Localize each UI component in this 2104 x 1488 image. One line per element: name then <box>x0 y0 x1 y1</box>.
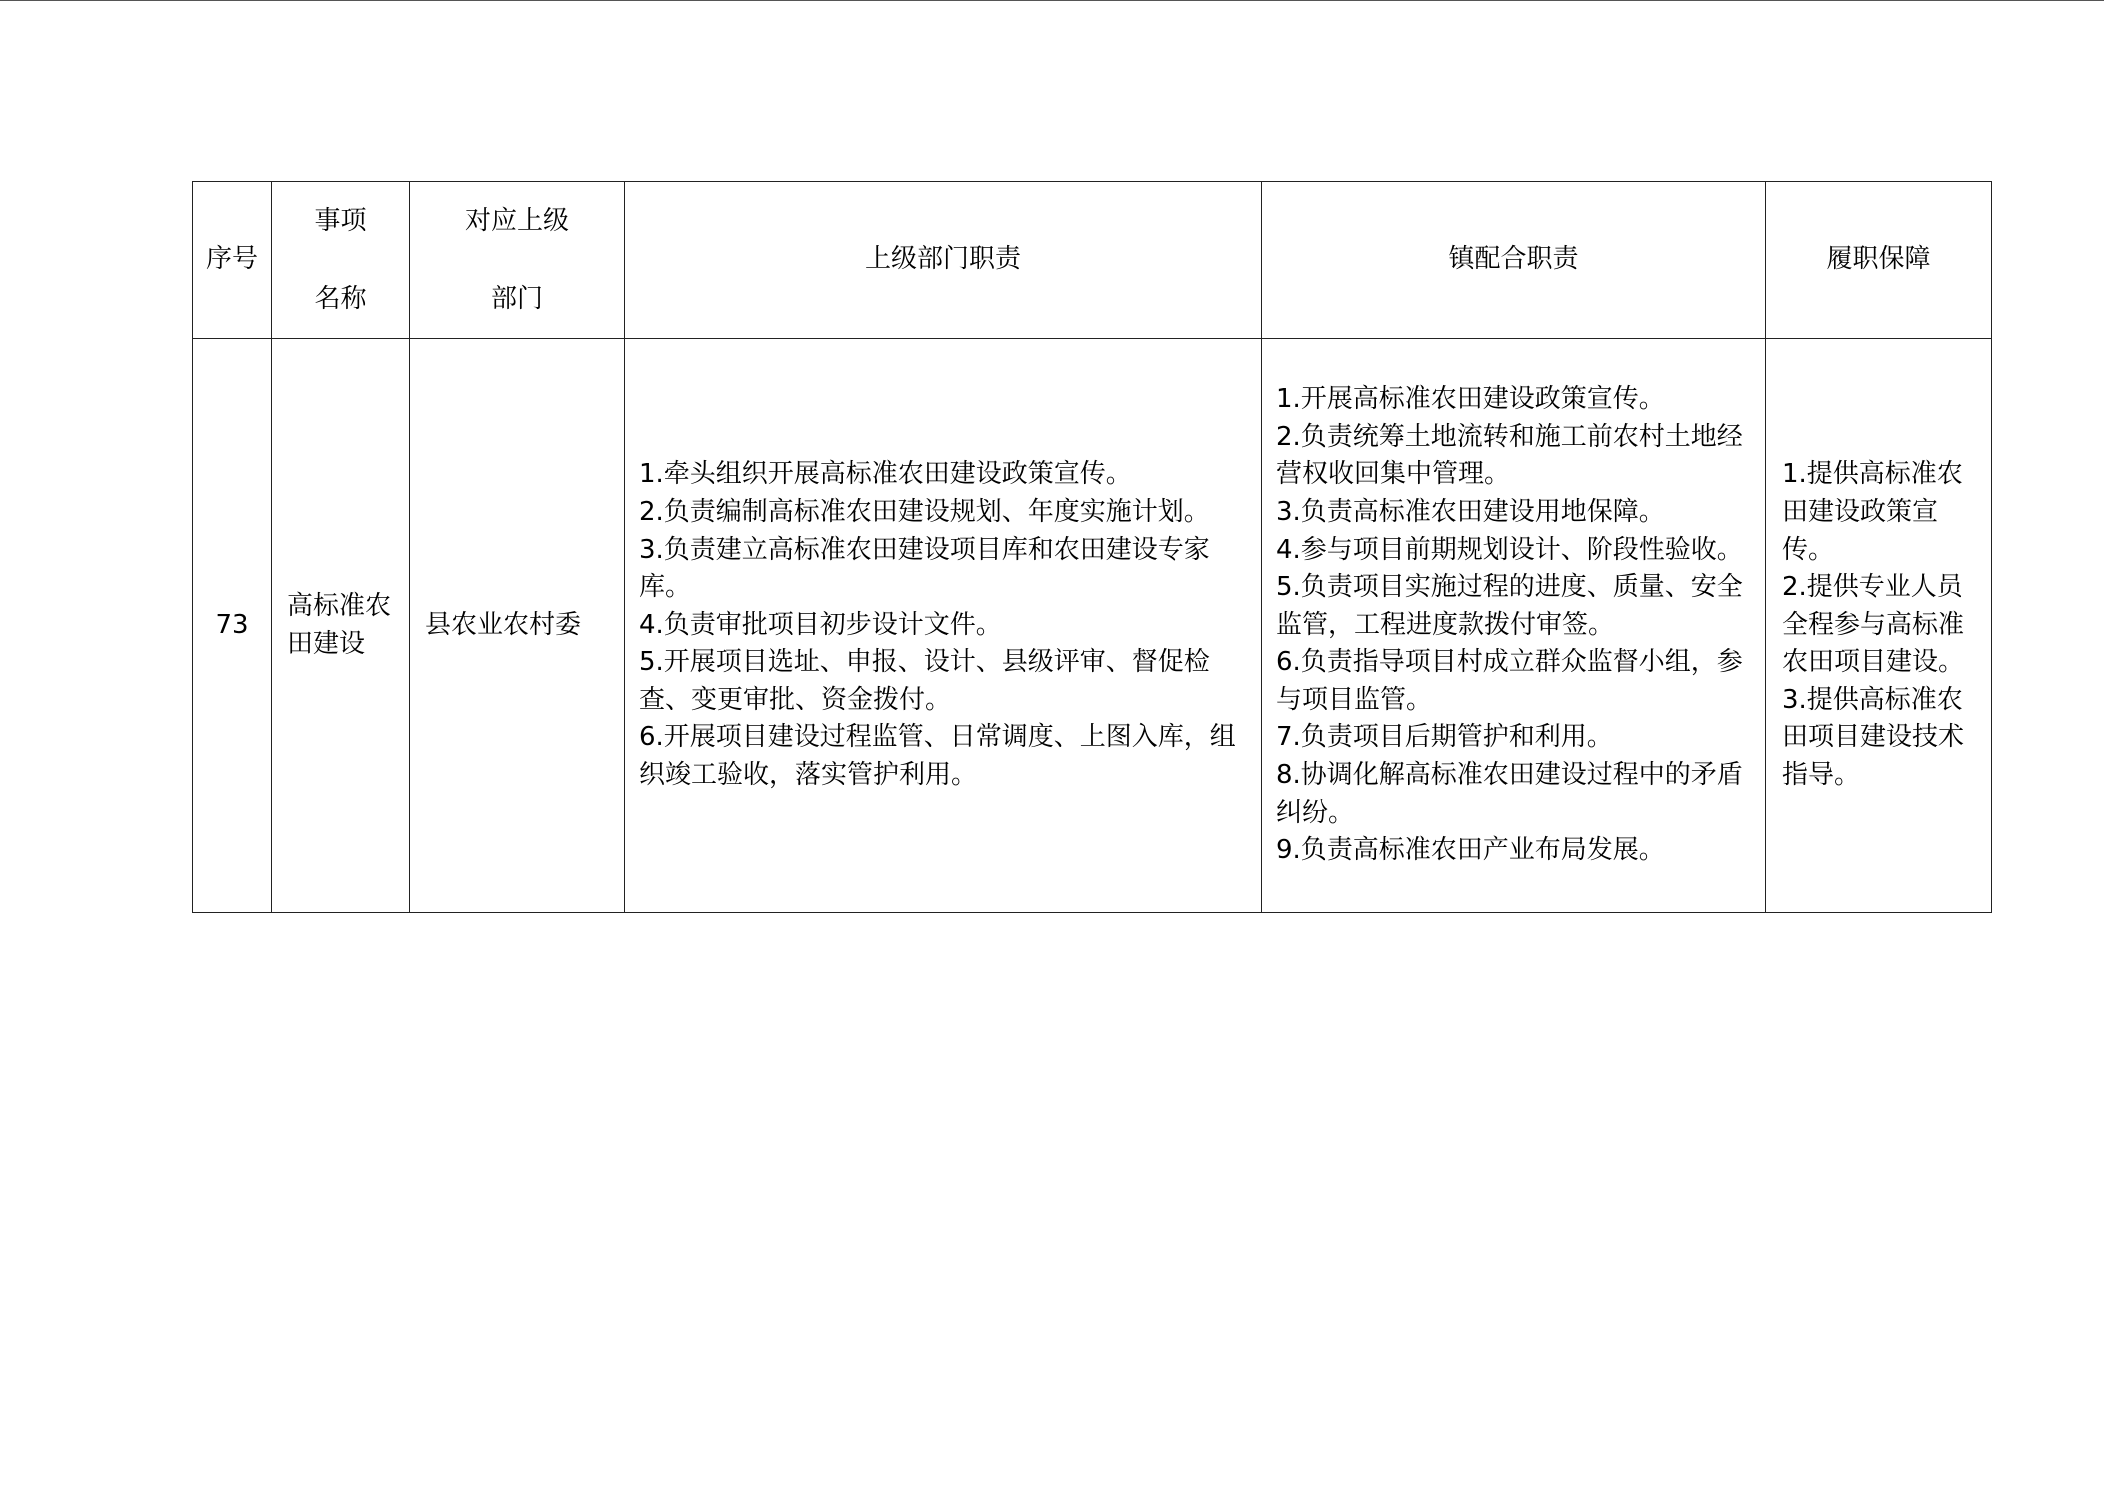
town-duty-item: 3.负责高标准农田建设用地保障。 <box>1276 496 1665 527</box>
header-cell-town-duties <box>1262 182 1766 339</box>
superior-duty-item: 6.开展项目建设过程监管、日常调度、上图入库，组织竣工验收，落实管护利用。 <box>639 722 1236 791</box>
header-guarantee-label: 履职保障 <box>1826 244 1931 275</box>
header-town-duties-label: 镇配合职责 <box>1448 244 1579 275</box>
superior-duties-list <box>639 456 1243 794</box>
town-duty-item: 9.负责高标准农田产业布局发展。 <box>1276 835 1665 866</box>
town-duty-item: 7.负责项目后期管护和利用。 <box>1276 722 1613 753</box>
superior-duty-item: 3.负责建立高标准农田建设项目库和农田建设专家库。 <box>639 534 1210 603</box>
town-duty-item: 8.协调化解高标准农田建设过程中的矛盾纠纷。 <box>1276 760 1743 828</box>
row-cell-town-duties <box>1262 339 1766 913</box>
guarantee-list <box>1782 456 1973 794</box>
superior-duty-item: 5.开展项目选址、申报、设计、县级评审、督促检查、变更审批、资金拨付。 <box>639 647 1210 715</box>
header-cell-superior-duties <box>625 182 1262 339</box>
header-cell-superior-dept <box>410 182 625 339</box>
header-cell-item-name <box>272 182 410 339</box>
row-cell-guarantee <box>1766 339 1992 913</box>
row-superior-dept-value: 县农业农村委 <box>425 609 582 640</box>
town-duty-item: 1.开展高标准农田建设政策宣传。 <box>1276 384 1665 415</box>
town-duty-item: 2.负责统筹土地流转和施工前农村土地经营权收回集中管理。 <box>1276 421 1743 490</box>
row-item-name-value: 高标准农田建设 <box>287 590 392 659</box>
row-index-value: 73 <box>215 609 249 640</box>
town-duties-list <box>1276 381 1747 870</box>
header-item-name-line: 名称 <box>314 284 367 314</box>
page-top-edge <box>0 0 2104 1</box>
guarantee-item: 3.提供高标准农田项目建设技术指导。 <box>1782 684 1965 791</box>
header-item-name-line: 事项 <box>314 206 367 236</box>
town-duty-item: 5.负责项目实施过程的进度、质量、安全监管，工程进度款拨付审签。 <box>1276 572 1743 640</box>
superior-duty-item: 4.负责审批项目初步设计文件。 <box>639 609 1002 640</box>
guarantee-item: 1.提供高标准农田建设政策宣传。 <box>1782 459 1963 565</box>
duties-table <box>192 181 1992 913</box>
row-cell-superior-duties <box>625 339 1262 913</box>
header-superior-duties-label: 上级部门职责 <box>864 244 1021 275</box>
row-cell-index <box>193 339 272 913</box>
guarantee-item: 2.提供专业人员全程参与高标准农田项目建设。 <box>1782 572 1965 678</box>
header-superior-dept-line: 部门 <box>490 284 543 314</box>
row-cell-superior-dept <box>410 339 625 913</box>
header-superior-dept-line: 对应上级 <box>464 206 569 236</box>
header-cell-index <box>193 182 272 339</box>
town-duty-item: 4.参与项目前期规划设计、阶段性验收。 <box>1276 534 1743 565</box>
superior-duty-item: 1.牵头组织开展高标准农田建设政策宣传。 <box>639 459 1132 490</box>
header-index-label: 序号 <box>205 244 258 275</box>
header-superior-dept-label <box>465 182 569 338</box>
superior-duty-item: 2.负责编制高标准农田建设规划、年度实施计划。 <box>639 496 1210 527</box>
header-item-name-label <box>314 182 366 338</box>
town-duty-item: 6.负责指导项目村成立群众监督小组，参与项目监管。 <box>1276 647 1743 715</box>
row-cell-item-name <box>272 339 410 913</box>
header-cell-guarantee <box>1766 182 1992 339</box>
